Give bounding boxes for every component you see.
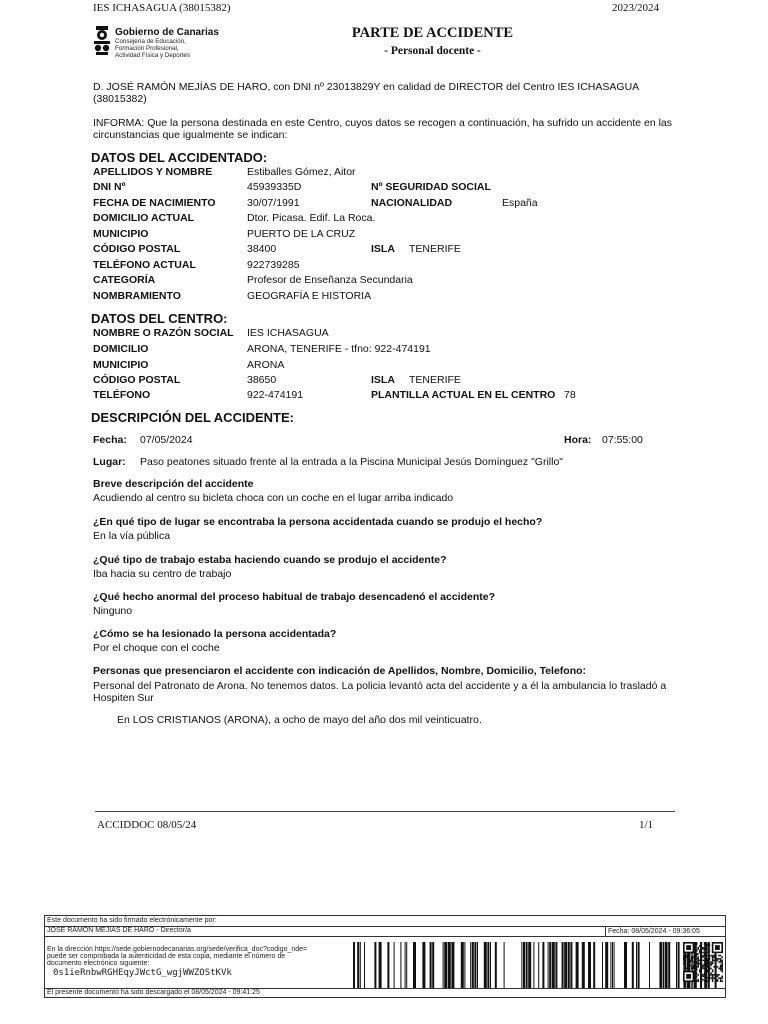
label-nss: Nº SEGURIDAD SOCIAL <box>371 181 491 193</box>
row-domicilio <box>93 212 673 227</box>
value-apellidos: Estiballes Gómez, Aitor <box>247 166 356 178</box>
label-razon-social: NOMBRE O RAZÓN SOCIAL <box>93 327 234 339</box>
value-municipio: PUERTO DE LA CRUZ <box>247 228 356 240</box>
value-telefono: 922739285 <box>247 259 300 271</box>
label-telefono: TELÉFONO ACTUAL <box>93 259 196 271</box>
label-nacionalidad: NACIONALIDAD <box>371 197 453 209</box>
coat-of-arms-icon <box>93 26 111 56</box>
document-title: PARTE DE ACCIDENTE <box>351 25 514 41</box>
verification-line-3: documento electrónico siguiente: <box>47 960 150 967</box>
signature-header: Este documento ha sido firmado electrónicamente por: <box>47 917 217 924</box>
footer-page-number: 1/1 <box>639 819 654 831</box>
row-categoria <box>93 274 673 289</box>
question-tipo-lugar: ¿En qué tipo de lugar se encontraba la persona accidentada cuando se produjo el hecho? <box>93 516 543 528</box>
signature-date: Fecha: 08/05/2024 - 09:36:05 <box>608 928 700 935</box>
school-year: 2023/2024 <box>612 2 660 14</box>
value-fecha-nacimiento: 30/07/1991 <box>247 197 300 209</box>
value-centro-telefono: 922-474191 <box>247 389 304 401</box>
row-centro-domicilio <box>93 343 673 358</box>
closing-place-date: En LOS CRISTIANOS (ARONA), a ocho de mayo del año dos mil veinticuatro. <box>117 714 482 726</box>
label-categoria: CATEGORÍA <box>93 274 156 286</box>
electronic-signature-box <box>44 915 726 998</box>
gobierno-logo <box>93 25 233 61</box>
value-nacionalidad: España <box>502 197 538 209</box>
document-subtitle: - Personal docente - <box>384 45 481 57</box>
answer-hecho-anormal: Ninguno <box>93 605 133 617</box>
logo-sub-line-2: Formación Profesional, <box>115 45 179 52</box>
row-nombramiento <box>93 290 673 305</box>
logo-title: Gobierno de Canarias <box>115 27 219 38</box>
verification-text <box>47 946 307 967</box>
label-fecha: Fecha: <box>93 434 127 446</box>
label-plantilla: PLANTILLA ACTUAL EN EL CENTRO <box>371 389 556 401</box>
informa-statement: INFORMA: Que la persona destinada en este Centro, cuyos datos se recogen a continuación, ha sufrido un accidente en las circunstancias que igualmente se indican: <box>93 117 673 141</box>
question-tipo-trabajo: ¿Qué tipo de trabajo estaba haciendo cuando se produjo el accidente? <box>93 554 447 566</box>
center-code: IES ICHASAGUA (38015382) <box>93 2 231 14</box>
answer-testigos: Personal del Patronato de Arona. No tenemos datos. La policia levantó acta del accidente y a él la ambulancia lo trasladó a Hospiten Sur <box>93 680 667 704</box>
row-centro-cp <box>93 374 673 389</box>
question-breve-descripcion: Breve descripción del accidente <box>93 478 254 490</box>
row-dni <box>93 181 673 196</box>
label-centro-telefono: TELÉFONO <box>93 389 151 401</box>
label-centro-municipio: MUNICIPIO <box>93 359 149 371</box>
row-centro-municipio <box>93 359 673 374</box>
label-lugar: Lugar: <box>93 456 126 468</box>
signature-divider-2 <box>45 936 725 937</box>
verification-line-1: En la dirección https://sede.gobiernodecanarias.org/sede/verifica_doc?codigo_nde= <box>47 946 308 953</box>
value-codigo-postal: 38400 <box>247 243 277 255</box>
label-codigo-postal: CÓDIGO POSTAL <box>93 243 181 255</box>
label-centro-domicilio: DOMICILIO <box>93 343 149 355</box>
row-lugar <box>93 456 673 471</box>
barcode-icon <box>353 942 717 988</box>
signature-signer: JOSE RAMON MEJIAS DE HARO - Director/a <box>47 927 191 934</box>
section-accidentado: DATOS DEL ACCIDENTADO: <box>91 150 268 165</box>
label-fecha-nacimiento: FECHA DE NACIMIENTO <box>93 197 216 209</box>
value-fecha: 07/05/2024 <box>140 434 193 446</box>
value-nombramiento: GEOGRAFÍA E HISTORIA <box>247 290 372 302</box>
label-nombramiento: NOMBRAMIENTO <box>93 290 181 302</box>
row-municipio <box>93 228 673 243</box>
label-centro-cp: CÓDIGO POSTAL <box>93 374 181 386</box>
label-isla: ISLA <box>371 243 395 255</box>
value-isla: TENERIFE <box>409 243 461 255</box>
label-hora: Hora: <box>564 434 592 446</box>
label-dni: DNI Nº <box>93 181 126 193</box>
value-plantilla: 78 <box>564 389 576 401</box>
value-centro-domicilio: ARONA, TENERIFE - tfno: 922-474191 <box>247 343 431 355</box>
value-centro-cp: 38650 <box>247 374 277 386</box>
answer-breve-descripcion: Acudiendo al centro su bicleta choca con un coche en el lugar arriba indicado <box>93 492 454 504</box>
value-centro-isla: TENERIFE <box>409 374 461 386</box>
verification-line-2: puede ser comprobada la autenticidad de esta copia, mediante el número de <box>47 953 286 960</box>
row-centro-nombre <box>93 327 673 342</box>
logo-sub-line-3: Actividad Física y Deportes <box>115 52 190 59</box>
signature-divider-v <box>605 926 606 936</box>
section-accidente: DESCRIPCIÓN DEL ACCIDENTE: <box>91 410 294 425</box>
label-apellidos: APELLIDOS Y NOMBRE <box>93 166 213 178</box>
footer-doc-code: ACCIDDOC 08/05/24 <box>97 819 197 831</box>
question-lesion: ¿Cómo se ha lesionado la persona accidentada? <box>93 628 337 640</box>
label-domicilio: DOMICILIO ACTUAL <box>93 212 195 224</box>
row-fnac <box>93 197 673 212</box>
value-centro-municipio: ARONA <box>247 359 285 371</box>
section-centro: DATOS DEL CENTRO: <box>91 311 228 326</box>
logo-sub-line-1: Consejería de Educación, <box>115 38 186 45</box>
value-domicilio: Dtor. Picasa. Edif. La Roca. <box>247 212 376 224</box>
download-notice: El presente documento ha sido descargado el 08/05/2024 - 09:41:25 <box>47 989 260 996</box>
logo-subtitle <box>115 38 190 59</box>
row-apellidos <box>93 166 673 181</box>
value-categoria: Profesor de Enseñanza Secundaria <box>247 274 413 286</box>
label-municipio: MUNICIPIO <box>93 228 149 240</box>
value-razon-social: IES ICHASAGUA <box>247 327 329 339</box>
qr-code-icon <box>683 942 723 982</box>
director-statement: D. JOSÉ RAMÓN MEJÍAS DE HARO, con DNI nº 23013829Y en calidad de DIRECTOR del Centro IES ICHASAGUA (38015382) <box>93 81 639 105</box>
value-lugar: Paso peatones situado frente al la entrada a la Piscina Municipal Jesús Domínguez "Grillo" <box>140 456 564 468</box>
footer-divider <box>95 811 675 812</box>
answer-lesion: Por el choque con el coche <box>93 642 220 654</box>
row-telefono <box>93 259 673 274</box>
row-codigo-postal <box>93 243 673 258</box>
question-hecho-anormal: ¿Qué hecho anormal del proceso habitual de trabajo desencadenó el accidente? <box>93 591 496 603</box>
verification-code: 0s1ieRnbwRGHEqyJWctG_wgjWWZOStKVk <box>53 968 232 978</box>
question-testigos: Personas que presenciaron el accidente con indicación de Apellidos, Nombre, Domicilio, Telefono: <box>93 665 587 677</box>
row-fecha-hora <box>93 434 673 449</box>
answer-tipo-trabajo: Iba hacia su centro de trabajo <box>93 568 232 580</box>
answer-tipo-lugar: En la vía pública <box>93 530 171 542</box>
value-hora: 07:55:00 <box>602 434 643 446</box>
label-centro-isla: ISLA <box>371 374 395 386</box>
row-centro-telefono <box>93 389 673 404</box>
value-dni: 45939335D <box>247 181 302 193</box>
